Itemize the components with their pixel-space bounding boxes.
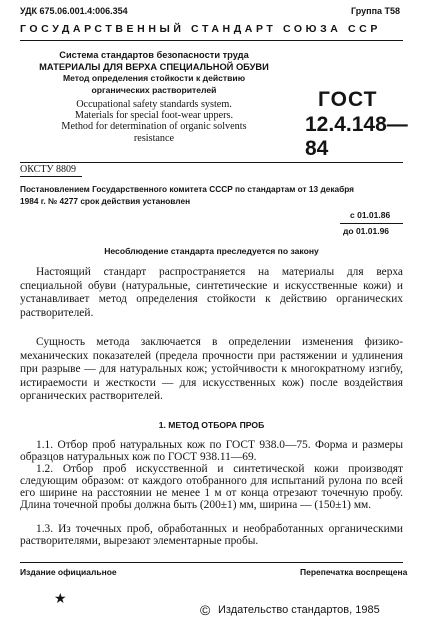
okstu-code: ОКСТУ 8809: [20, 164, 77, 175]
clause-1-2: 1.2. Отбор проб искусственной и синтетической кожи производят следующим образом: от каждого отобранного для испытаний рулона по всей его ширине на расстоянии не менее 1 м от конца отрезают точечную пробу. Длина точечной пробы должна быть (200±1) мм, ширина — (150±1) мм.: [20, 463, 403, 511]
copyright-icon: ©: [200, 602, 211, 618]
okstu-rule: [20, 176, 82, 177]
decree-line2: 1984 г. № 4277 срок действия установлен: [20, 196, 191, 206]
footer-rule: [20, 562, 403, 563]
clause-1-1: 1.1. Отбор проб натуральных кож по ГОСТ 938.0—75. Форма и размеры образцов натуральных кож по ГОСТ 938.11—69.: [20, 439, 403, 463]
english-title-line4: resistance: [133, 132, 175, 144]
star-icon: ★: [54, 592, 67, 607]
state-standard-banner: ГОСУДАРСТВЕННЫЙ СТАНДАРТ СОЮЗА ССР: [20, 23, 381, 35]
english-title-line1: Occupational safety standards system.: [76, 99, 232, 110]
title-block: [20, 49, 288, 144]
intro-paragraph-scope: Настоящий стандарт распространяется на материалы для верха специальной обуви (натуральные, синтетические и искусственные кожи) и устанавливает метод определения стойкости к действию органических растворителей.: [20, 266, 403, 319]
materials-title: МАТЕРИАЛЫ ДЛЯ ВЕРХА СПЕЦИАЛЬНОЙ ОБУВИ: [39, 62, 269, 72]
section-heading: 1. МЕТОД ОТБОРА ПРОБ: [158, 420, 265, 430]
copyright-text: Издательство стандартов, 1985: [218, 604, 380, 616]
reprint-prohibited: Перепечатка воспрещена: [300, 567, 408, 577]
standards-system-title: Система стандартов безопасности труда: [59, 50, 249, 60]
decree-line1: Постановлением Государственного комитета СССР по стандартам от 13 декабря: [20, 184, 355, 194]
gost-label: ГОСТ: [318, 88, 378, 111]
english-title-line2: Materials for special foot-wear uppers.: [74, 110, 234, 122]
udk-code: УДК 675.06.001.4:006.354: [20, 6, 128, 16]
validity-to: до 01.01.96: [343, 226, 390, 236]
law-notice: Несоблюдение стандарта преследуется по закону: [104, 246, 319, 256]
clause-1-3: 1.3. Из точечных проб, обработанных и необработанных органическими растворителями, вырезают элементарные пробы.: [20, 523, 403, 547]
method-title-line2: органических растворителей: [91, 84, 217, 95]
english-title-line3: Method for determination of organic solvents: [61, 121, 247, 133]
title-rule: [20, 162, 403, 163]
official-edition: Издание официальное: [20, 567, 117, 577]
validity-from: с 01.01.86: [350, 210, 391, 220]
group-code: Группа Т58: [351, 6, 401, 16]
intro-paragraph-essence: Сущность метода заключается в определении изменения физико-механических показателей (предела прочности при растяжении и удлинения при разрыве — для натуральных кож; устойчивости к многократному изгибу, истираемости и жесткости — для искусственных кож) после воздействия органических растворителей.: [20, 336, 403, 403]
banner-rule: [20, 40, 403, 41]
validity-rule: [340, 223, 403, 224]
gost-number: 12.4.148—84: [305, 113, 408, 160]
method-title-line1: Метод определения стойкости к действию: [62, 73, 246, 83]
